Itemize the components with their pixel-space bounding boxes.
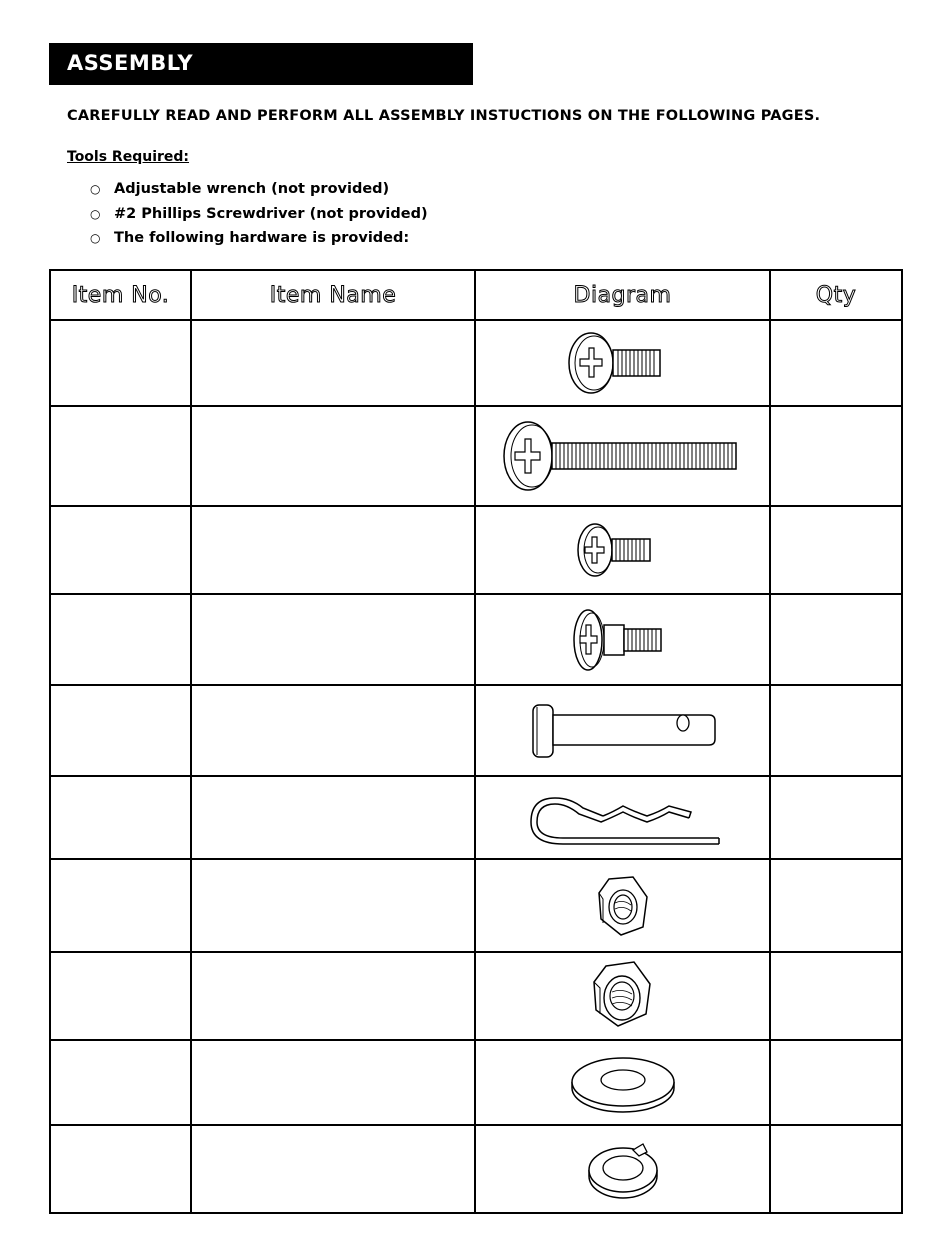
item-no-cell [50, 952, 191, 1040]
table-row [50, 594, 902, 685]
lock-nut-icon [588, 956, 658, 1036]
column-header-qty: Qty [770, 270, 902, 320]
diagram-cell [475, 1125, 770, 1213]
diagram-cell [475, 406, 770, 506]
qty-cell [770, 506, 902, 594]
diagram-cell [475, 859, 770, 952]
item-name-cell [191, 776, 475, 859]
diagram-cell [475, 506, 770, 594]
item-no-cell [50, 406, 191, 506]
hardware-table [49, 269, 901, 1212]
item-no-cell [50, 1125, 191, 1213]
page-title: ASSEMBLY [67, 51, 194, 75]
qty-cell [770, 776, 902, 859]
clevis-pin-icon [523, 699, 723, 763]
assembly-instruction: CAREFULLY READ AND PERFORM ALL ASSEMBLY INSTUCTIONS ON THE FOLLOWING PAGES. [67, 108, 821, 124]
item-no-cell [50, 506, 191, 594]
diagram-cell [475, 952, 770, 1040]
tools-heading: Tools Required: [67, 149, 190, 165]
list-item: ○ Adjustable wrench (not provided) [90, 177, 428, 202]
column-header-diagram: Diagram [475, 270, 770, 320]
diagram-cell [475, 685, 770, 776]
diagram-cell [475, 594, 770, 685]
lock-washer-icon [583, 1136, 663, 1202]
item-no-cell [50, 859, 191, 952]
qty-cell [770, 594, 902, 685]
table-header-row [50, 270, 902, 320]
item-name-cell [191, 1125, 475, 1213]
qty-cell [770, 1040, 902, 1125]
list-item: ○ #2 Phillips Screwdriver (not provided) [90, 202, 428, 227]
item-name-cell [191, 952, 475, 1040]
item-name-cell [191, 1040, 475, 1125]
item-no-cell [50, 594, 191, 685]
small-bolt-icon [573, 519, 673, 581]
list-item: ○ The following hardware is provided: [90, 226, 428, 251]
item-name-cell [191, 506, 475, 594]
qty-cell [770, 685, 902, 776]
short-bolt-icon [563, 328, 683, 398]
item-no-cell [50, 320, 191, 406]
diagram-cell [475, 776, 770, 859]
table-row [50, 859, 902, 952]
diagram-cell [475, 1040, 770, 1125]
table-row [50, 406, 902, 506]
item-no-cell [50, 1040, 191, 1125]
bullet-icon: ○ [90, 182, 101, 196]
table-row [50, 1125, 902, 1213]
long-bolt-icon [498, 416, 748, 496]
tools-list [90, 177, 428, 251]
qty-cell [770, 859, 902, 952]
table-row [50, 320, 902, 406]
column-header-item-name: Item Name [191, 270, 475, 320]
item-name-cell [191, 859, 475, 952]
bullet-icon: ○ [90, 231, 101, 245]
bullet-icon: ○ [90, 206, 101, 221]
hitch-pin-clip-icon [523, 788, 723, 848]
table-row [50, 506, 902, 594]
column-header-item-no: Item No. [50, 270, 191, 320]
diagram-cell [475, 320, 770, 406]
table-row [50, 952, 902, 1040]
table-row [50, 1040, 902, 1125]
qty-cell [770, 1125, 902, 1213]
shoulder-bolt-icon [568, 605, 678, 675]
hex-nut-icon [593, 871, 653, 941]
table-row [50, 685, 902, 776]
item-name-cell [191, 320, 475, 406]
item-no-cell [50, 776, 191, 859]
item-name-cell [191, 685, 475, 776]
flat-washer-icon [568, 1050, 678, 1116]
title-banner [49, 43, 473, 85]
item-name-cell [191, 594, 475, 685]
table-row [50, 776, 902, 859]
item-no-cell [50, 685, 191, 776]
qty-cell [770, 320, 902, 406]
qty-cell [770, 406, 902, 506]
qty-cell [770, 952, 902, 1040]
item-name-cell [191, 406, 475, 506]
